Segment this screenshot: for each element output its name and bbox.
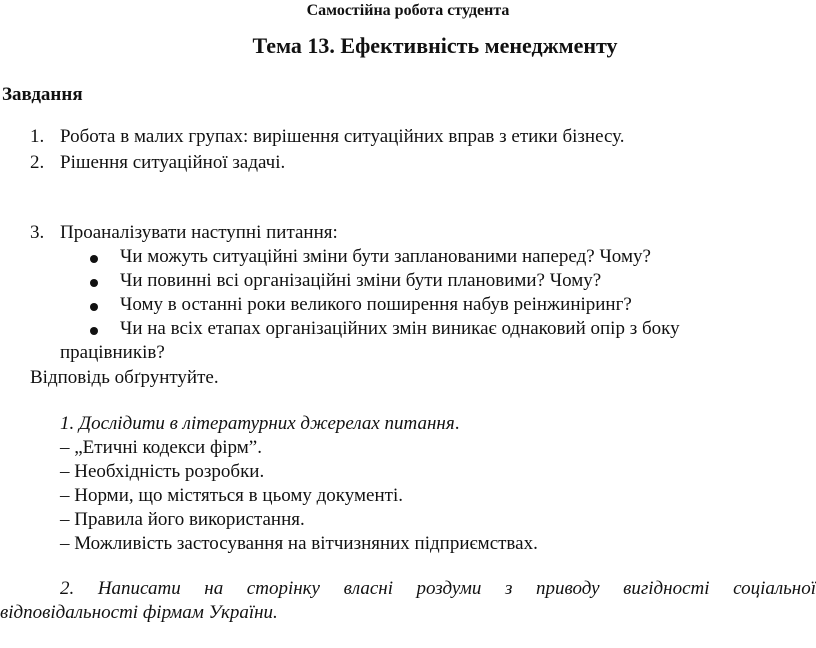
list-item [30, 222, 338, 244]
task-number: 3. [30, 222, 45, 243]
task-number: 2. [30, 152, 45, 173]
task-number: 1. [30, 126, 45, 147]
research-intro-period: . [454, 413, 460, 434]
list-item: – „Етичні кодекси фірм”. [60, 437, 262, 458]
bullet-icon [90, 327, 98, 335]
list-item [30, 126, 625, 148]
list-item-continuation: працівників? [60, 342, 165, 363]
page-title: Тема 13. Ефективність менеджменту [252, 33, 618, 58]
justify-note: Відповідь обґрунтуйте. [30, 367, 219, 388]
task-text: Рішення ситуаційної задачі. [60, 152, 286, 173]
list-item: – Можливість застосування на вітчизняних підприємствах. [60, 533, 538, 554]
essay-line-1: 2. Написати на сторінку власні роздуми з приводу вигідності соціальної [60, 578, 816, 599]
list-item: – Необхідність розробки. [60, 461, 265, 482]
essay-line-2: відповідальності фірмам України. [0, 602, 278, 623]
list-item: Чи повинні всі організаційні зміни бути плановими? Чому? [120, 270, 602, 291]
task-text: Робота в малих групах: вирішення ситуаційних вправ з етики бізнесу. [60, 126, 625, 147]
list-item: Чи на всіх етапах організаційних змін виникає однаковий опір з боку [120, 318, 680, 339]
list-item: – Норми, що містяться в цьому документі. [60, 485, 403, 506]
task-text: Проаналізувати наступні питання: [60, 222, 338, 243]
list-item: Чи можуть ситуаційні зміни бути запланованими наперед? Чому? [120, 246, 651, 267]
bullet-icon [90, 255, 98, 263]
research-intro [60, 413, 459, 435]
list-item [30, 152, 286, 174]
research-intro-text: 1. Дослідити в літературних джерелах питання [60, 413, 455, 434]
bullet-icon [90, 303, 98, 311]
page-header: Самостійна робота студента [306, 2, 510, 19]
list-item: – Правила його використання. [60, 509, 305, 530]
bullet-icon [90, 279, 98, 287]
section-heading: Завдання [2, 84, 83, 105]
list-item: Чому в останні роки великого поширення набув реінжиніринг? [120, 294, 632, 315]
